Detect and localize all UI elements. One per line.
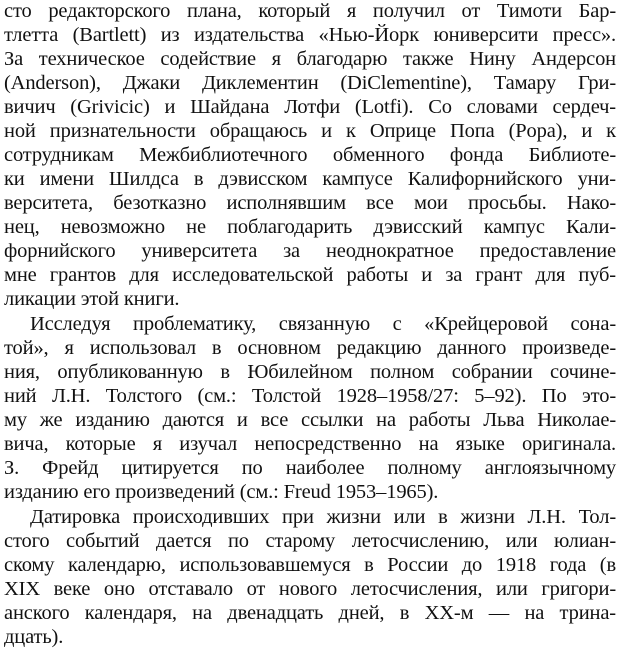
text-line: нец, невозможно не поблагодарить дэвисский кампус Кали- bbox=[4, 216, 616, 238]
text-line: (Anderson), Джаки Диклементин (DiClementine), Тамару Гри- bbox=[4, 72, 616, 94]
text-line: верситета, безотказно исполнявшим все мои просьбы. Нако- bbox=[4, 192, 616, 214]
text-line: Датировка происходивших при жизни или в жизни Л.Н. Тол- bbox=[30, 506, 616, 528]
text-line: вичич (Grivicic) и Шайдана Лотфи (Lotfi). Со словами сердеч- bbox=[4, 96, 616, 118]
text-line: XIX веке оно отставало от нового летосчисления, или григори- bbox=[4, 578, 616, 600]
text-line: За техническое содействие я благодарю также Нину Андерсон bbox=[4, 48, 616, 70]
text-line: тлетта (Bartlett) из издательства «Нью-Йорк юниверсити пресс». bbox=[4, 24, 616, 46]
text-line: стого событий дается по старому летосчислению, или юлиан- bbox=[4, 530, 616, 552]
text-line: ния, опубликованную в Юбилейном полном собрании сочине- bbox=[4, 361, 616, 383]
text-line: вича, которые я изучал непосредственно на языке оригинала. bbox=[4, 433, 616, 455]
text-line: дцать). bbox=[4, 626, 64, 648]
text-line: сотрудникам Межбиблиотечного обменного фонда Библиоте- bbox=[4, 144, 616, 166]
text-line: ликации этой книги. bbox=[4, 288, 180, 310]
text-line: мне грантов для исследовательской работы и за грант для пуб- bbox=[4, 264, 616, 286]
text-line: Исследуя проблематику, связанную с «Крейцеровой сона- bbox=[30, 313, 616, 335]
text-line: сто редакторского плана, который я получил от Тимоти Бар- bbox=[4, 0, 616, 22]
text-line: анского календаря, на двенадцать дней, в ХХ-м — на трина- bbox=[4, 602, 616, 624]
text-line: З. Фрейд цитируется по наиболее полному англоязычному bbox=[4, 457, 616, 479]
text-line: скому календарю, использовавшемуся в России до 1918 года (в bbox=[4, 554, 616, 576]
text-line: ки имени Шилдса в дэвисском кампусе Калифорнийского уни- bbox=[4, 168, 616, 190]
text-line: му же изданию даются и все ссылки на работы Льва Николае- bbox=[4, 409, 616, 431]
text-line: ной признательности обращаюсь и к Оприце Попа (Popa), и к bbox=[4, 120, 616, 142]
text-line: ний Л.Н. Толстого (см.: Толстой 1928–1958/27: 5–92). По это- bbox=[4, 385, 616, 407]
text-line: форнийского университета за неоднократное предоставление bbox=[4, 240, 616, 262]
text-line: той», я использовал в основном редакцию данного произведе- bbox=[4, 337, 616, 359]
text-line: изданию его произведений (см.: Freud 1953–1965). bbox=[4, 481, 439, 503]
